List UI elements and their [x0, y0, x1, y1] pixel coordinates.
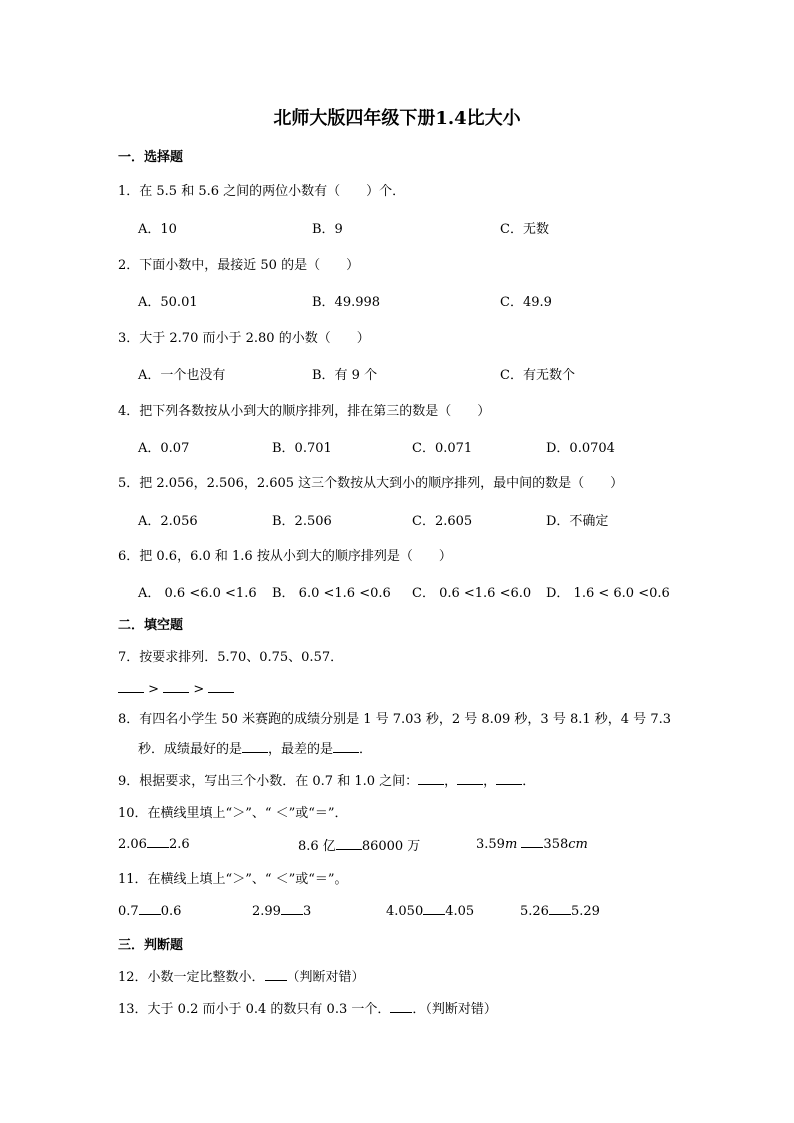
q9-text: 9．根据要求，写出三个小数．在 0.7 和 1.0 之间：	[118, 774, 419, 789]
q7-blank-2[interactable]	[163, 680, 189, 693]
q5-option-a: A．2.056	[138, 514, 198, 529]
q11-compare-1: 0.7 0.6	[118, 904, 182, 919]
q11-blank-2[interactable]	[281, 902, 303, 915]
question-6: 6．把 0.6，6.0 和 1.6 按从小到大的顺序排列是（ ）	[118, 549, 452, 564]
q4-option-c: C．0.071	[412, 441, 473, 456]
q10-compare-2: 8.6 亿 86000 万	[298, 839, 421, 854]
q1-option-b: B．9	[312, 222, 343, 237]
q7-gt-1: >	[148, 682, 160, 697]
q10-compare-1: 2.06 2.6	[118, 837, 190, 852]
q3-option-a: A．一个也没有	[138, 368, 226, 383]
question-11: 11．在横线上填上“＞”、“ ＜”或“＝”。	[118, 872, 348, 887]
section-heading-choice: 一．选择题	[118, 150, 184, 165]
q8-blank-worst[interactable]	[333, 740, 359, 753]
question-10: 10．在横线里填上“＞”、“ ＜”或“＝”．	[118, 806, 348, 821]
q5-option-c: C．2.605	[412, 514, 473, 529]
question-2: 2．下面小数中，最接近 50 的是（ ）	[118, 258, 360, 273]
q11-compare-3: 4.050 4.05	[386, 904, 475, 919]
q4-option-b: B．0.701	[272, 441, 332, 456]
q11-blank-3[interactable]	[423, 902, 445, 915]
q8-text-b: ，最差的是	[268, 742, 334, 757]
question-13: 13．大于 0.2 而小于 0.4 的数只有 0.3 一个． ．（判断对错）	[118, 1002, 497, 1017]
question-5: 5．把 2.056，2.506，2.605 这三个数按从大到小的顺序排列，最中间的数是（ ）	[118, 476, 624, 491]
q8-text-c: ．	[359, 742, 373, 757]
q6-option-d: D． 1.6 < 6.0 <0.6	[546, 586, 670, 601]
q11-compare-4: 5.26 5.29	[520, 904, 600, 919]
q8-blank-best[interactable]	[242, 740, 268, 753]
q5-option-b: B．2.506	[272, 514, 332, 529]
page-title: 北师大版四年级下册1.4比大小	[273, 108, 521, 129]
q7-answer-row	[118, 680, 234, 697]
q2-option-b: B．49.998	[312, 295, 381, 310]
q4-option-d: D．0.0704	[546, 441, 615, 456]
q9-blank-3[interactable]	[496, 772, 522, 785]
question-8-line2	[138, 738, 372, 757]
q2-option-c: C．49.9	[500, 295, 552, 310]
q7-blank-3[interactable]	[208, 680, 234, 693]
q9-blank-1[interactable]	[418, 772, 444, 785]
section-heading-fill: 二．填空题	[118, 618, 184, 633]
section-heading-judge: 三．判断题	[118, 938, 184, 953]
q7-gt-2: >	[193, 682, 205, 697]
q7-blank-1[interactable]	[118, 680, 144, 693]
q3-option-c: C．有无数个	[500, 368, 575, 383]
q10-compare-3: 3.59m 358cm	[476, 837, 588, 852]
q9-end: ．	[522, 774, 536, 789]
question-8-line1: 8．有四名小学生 50 米赛跑的成绩分别是 1 号 7.03 秒，2 号 8.09 秒，3 号 8.1 秒，4 号 7.3	[118, 712, 671, 727]
q4-option-a: A．0.07	[138, 441, 190, 456]
q6-option-c: C． 0.6 <1.6 <6.0	[412, 586, 532, 601]
q1-option-a: A．10	[138, 222, 177, 237]
q9-sep-1: ，	[444, 774, 458, 789]
question-4: 4．把下列各数按从小到大的顺序排列，排在第三的数是（ ）	[118, 404, 491, 419]
q12-blank[interactable]	[265, 968, 287, 981]
q5-option-d: D．不确定	[546, 514, 609, 529]
question-7: 7．按要求排列．5.70、0.75、0.57．	[118, 650, 344, 665]
q8-text-a: 秒．成绩最好的是	[138, 742, 243, 757]
q3-option-b: B．有 9 个	[312, 368, 378, 383]
q2-option-a: A．50.01	[138, 295, 198, 310]
q9-sep-2: ，	[483, 774, 497, 789]
question-1: 1．在 5.5 和 5.6 之间的两位小数有（ ）个．	[118, 184, 406, 199]
question-3: 3．大于 2.70 而小于 2.80 的小数（ ）	[118, 331, 370, 346]
q13-blank[interactable]	[390, 1000, 412, 1013]
q6-option-b: B． 6.0 <1.6 <0.6	[272, 586, 391, 601]
question-12: 12．小数一定比整数小． （判断对错）	[118, 970, 365, 985]
question-9	[118, 770, 535, 789]
q11-blank-4[interactable]	[549, 902, 571, 915]
q11-blank-1[interactable]	[139, 902, 161, 915]
q9-blank-2[interactable]	[457, 772, 483, 785]
q6-option-a: A． 0.6 <6.0 <1.6	[138, 586, 257, 601]
q10-blank-3[interactable]	[521, 835, 543, 848]
q10-blank-1[interactable]	[147, 835, 169, 848]
q1-option-c: C．无数	[500, 222, 549, 237]
q10-blank-2[interactable]	[336, 837, 362, 850]
q11-compare-2: 2.99 3	[252, 904, 312, 919]
